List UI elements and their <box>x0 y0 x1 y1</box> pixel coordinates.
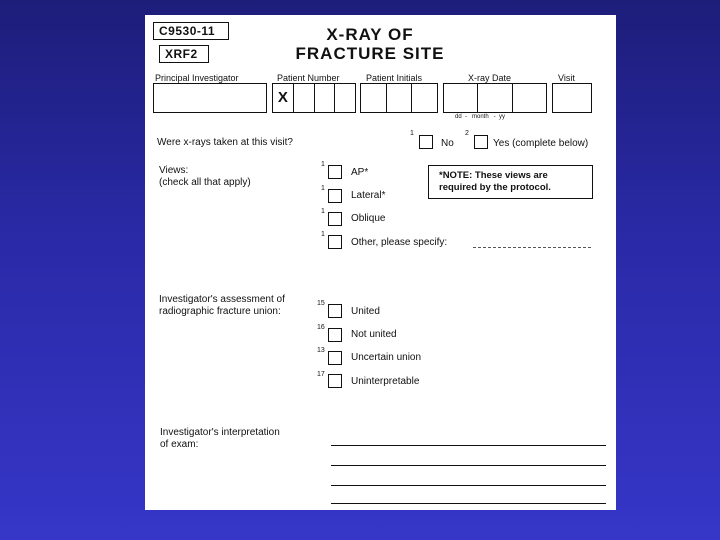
uninterpretable-checkbox[interactable] <box>328 374 342 388</box>
view-oblique-label: Oblique <box>351 213 386 224</box>
visit-label: Visit <box>558 73 575 83</box>
views-label: Views: <box>159 165 189 176</box>
assessment-label: Investigator's assessment of <box>159 294 285 305</box>
assess-code-uncertain: 13 <box>317 347 325 354</box>
view-other-label: Other, please specify: <box>351 237 448 248</box>
patient-number-label: Patient Number <box>277 73 340 83</box>
view-other-checkbox[interactable] <box>328 235 342 249</box>
yes-checkbox[interactable] <box>474 135 488 149</box>
form-title-line1: X-RAY OF <box>326 25 414 44</box>
date-format-hint: dd - month - yy <box>455 114 506 120</box>
view-oblique-checkbox[interactable] <box>328 212 342 226</box>
uninterpretable-label: Uninterpretable <box>351 376 420 387</box>
view-code-ap: 1 <box>321 161 325 168</box>
view-code-other: 1 <box>321 231 325 238</box>
view-code-lateral: 1 <box>321 185 325 192</box>
form-number: C9530-11 <box>153 22 229 40</box>
patient-initials-field[interactable] <box>360 83 438 113</box>
xray-date-field[interactable] <box>443 83 547 113</box>
no-label: No <box>441 138 454 149</box>
view-lateral-checkbox[interactable] <box>328 189 342 203</box>
note-line2: required by the protocol. <box>439 182 551 193</box>
view-ap-label: AP* <box>351 167 369 178</box>
yes-label: Yes (complete below) <box>493 138 589 149</box>
assess-code-united: 15 <box>317 300 325 307</box>
no-checkbox[interactable] <box>419 135 433 149</box>
interpretation-label-line2: of exam: <box>160 439 199 450</box>
protocol-note <box>428 165 593 199</box>
assessment-label-line2: radiographic fracture union: <box>159 306 281 317</box>
uncertain-union-checkbox[interactable] <box>328 351 342 365</box>
views-hint: (check all that apply) <box>159 177 251 188</box>
yes-code: 2 <box>465 130 469 137</box>
interpretation-line-1[interactable] <box>331 445 606 446</box>
interpretation-line-3[interactable] <box>331 485 606 486</box>
principal-investigator-label: Principal Investigator <box>155 73 239 83</box>
note-line1: *NOTE: These views are <box>439 170 548 181</box>
patient-number-prefix: X <box>273 84 294 112</box>
view-lateral-label: Lateral* <box>351 190 386 201</box>
form-code: XRF2 <box>159 45 209 63</box>
interpretation-line-2[interactable] <box>331 465 606 466</box>
interpretation-label: Investigator's interpretation <box>160 427 280 438</box>
no-code: 1 <box>410 130 414 137</box>
view-code-oblique: 1 <box>321 208 325 215</box>
not-united-label: Not united <box>351 329 397 340</box>
form-title-line2: FRACTURE SITE <box>295 44 445 63</box>
patient-number-field[interactable] <box>272 83 356 113</box>
interpretation-line-4[interactable] <box>331 503 606 504</box>
uncertain-union-label: Uncertain union <box>351 352 422 363</box>
xray-date-label: X-ray Date <box>468 73 512 83</box>
assess-code-not-united: 16 <box>317 324 325 331</box>
assess-code-uninterpretable: 17 <box>317 371 325 378</box>
patient-initials-label: Patient Initials <box>366 73 423 83</box>
principal-investigator-field[interactable] <box>153 83 267 113</box>
view-ap-checkbox[interactable] <box>328 165 342 179</box>
united-checkbox[interactable] <box>328 304 342 318</box>
form-page <box>145 15 616 510</box>
united-label: United <box>351 306 380 317</box>
xrays-question: Were x-rays taken at this visit? <box>157 137 293 148</box>
not-united-checkbox[interactable] <box>328 328 342 342</box>
other-specify-line[interactable] <box>473 247 591 248</box>
visit-field[interactable] <box>552 83 592 113</box>
